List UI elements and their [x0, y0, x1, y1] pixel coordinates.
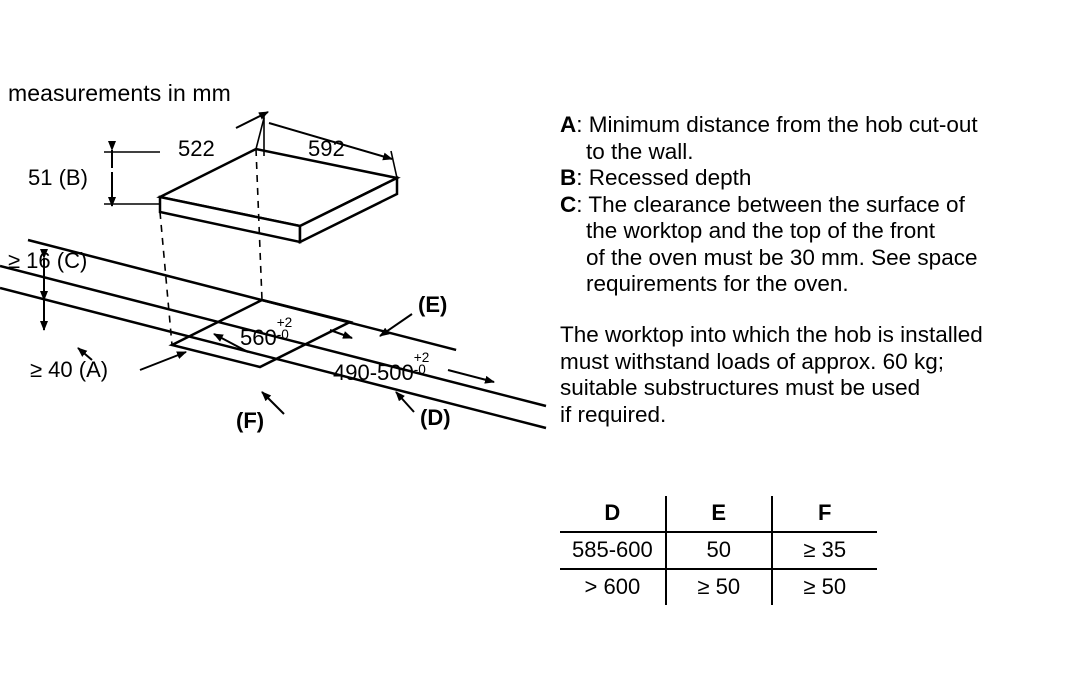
dimension-recessed-depth-b-text: 51 (B) [28, 165, 88, 190]
table-cell-e-0: 50 [666, 532, 772, 569]
tolerance-490-500-upper: +2 [413, 349, 430, 365]
tolerance-490-500-lower: -0 [413, 362, 426, 378]
dimension-cutout-560-value: 560 [240, 325, 277, 350]
table-cell-d-1: > 600 [560, 569, 666, 605]
legend-text-b: : Recessed depth [576, 165, 752, 190]
tolerance-560-upper: +2 [276, 314, 293, 330]
dimension-recessed-depth-b [28, 165, 88, 191]
worktop-load-note [560, 322, 1080, 428]
worktop-note-line-3: if required. [560, 401, 667, 427]
worktop-note-line-0: The worktop into which the hob is installed [560, 322, 983, 347]
dimension-cutout-490-500-value: 490-500 [333, 360, 414, 385]
table-header-f: F [772, 496, 877, 532]
legend-item-c [560, 192, 1080, 298]
legend-text-a: : Minimum distance from the hob cut-out [576, 112, 978, 137]
callout-label-d: (D) [420, 405, 451, 430]
legend-cont-c-0: the worktop and the top of the front [586, 218, 935, 243]
dimension-width-592: 592 [308, 136, 345, 161]
legend-cont-c-1: of the oven must be 30 mm. See space [586, 244, 978, 270]
legend-item-b [560, 165, 1080, 192]
callout-label-f: (F) [236, 408, 265, 433]
table-row [560, 532, 877, 569]
tolerance-490-500 [413, 349, 434, 380]
legend-row-a [560, 112, 1080, 139]
table-header-e: E [666, 496, 772, 532]
dimension-cutout-490-500 [333, 349, 434, 386]
dimension-width-522: 522 [178, 136, 215, 161]
legend-row-b [560, 165, 1080, 192]
worktop-note-line-1: must withstand loads of approx. 60 kg; [560, 348, 944, 374]
legend-key-a: A [560, 112, 577, 137]
callout-label-e: (E) [418, 292, 448, 317]
legend-row-c [560, 192, 1080, 219]
table-cell-d-0: 585-600 [560, 532, 666, 569]
table-cell-f-1: ≥ 50 [803, 574, 847, 599]
tolerance-560-lower: -0 [276, 327, 289, 343]
table-row [560, 569, 877, 605]
dimension-clearance-c-text: ≥ 16 (C) [8, 248, 88, 273]
table-cell-e-1: ≥ 50 [666, 569, 772, 605]
legend-item-a [560, 112, 1080, 165]
legend-text-c: : The clearance between the surface of [576, 191, 965, 217]
dimension-distance-a [30, 357, 108, 383]
legend-key-c: C [560, 191, 577, 217]
clearance-table [560, 496, 877, 605]
tolerance-560 [276, 314, 297, 345]
measurements-unit-label: measurements in mm [8, 80, 231, 106]
legend-cont-c-2: requirements for the oven. [586, 271, 849, 296]
dimension-distance-a-text: ≥ 40 (A) [30, 357, 109, 382]
worktop-note-line-2: suitable substructures must be used [560, 375, 921, 400]
dimension-clearance-c [8, 248, 87, 274]
dimension-cutout-560 [240, 314, 297, 351]
table-header-row [560, 496, 877, 532]
table-header-d: D [560, 496, 666, 532]
legend-list [560, 112, 1080, 298]
legend-cont-a-0: to the wall. [586, 138, 694, 164]
table-cell-f-0: ≥ 35 [772, 532, 877, 569]
legend-key-b: B [560, 165, 577, 190]
